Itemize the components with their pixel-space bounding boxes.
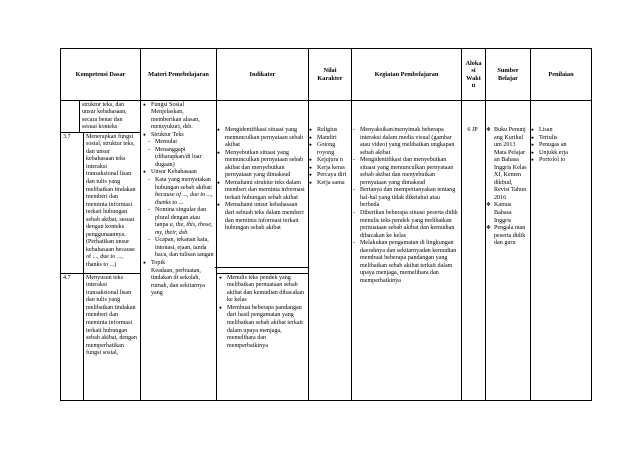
materi-nomina [147,207,214,237]
materi-menanggapi: - Menanggapi (diharapkan/di luar dugaan) [147,147,214,170]
sumber-content [486,127,528,248]
materi-kata-sebab-akibat-text: Kata yang menyatakan hubungan sebab akibat: [155,176,213,191]
sumber-item: ❖ Pengala man peserta didik dan guru [486,225,528,248]
indikator-item: ● Menulis teks pendek yang melibatkan pernuataan sebab akibat dan kemudian dibacakan ke kelas [219,275,306,305]
materi-topik-text: Keadaan, perbuatan, tindakan di sekolah, rumah, dan sekitarnya yang [151,267,205,297]
indikator-divider [215,267,308,268]
header-indikator: Indikator [217,49,309,101]
penilaian-item: ● Portofol io [531,157,588,165]
materi-kata-sebab-akibat [147,177,214,207]
materi-nomina-text: Nomina singular dan plural dengan atau tanpa [155,207,207,229]
materi-topik: ● Topik [143,260,214,268]
indikator-top-content [217,127,305,233]
penilaian-content [531,127,588,165]
penilaian-item: ● Unjukk erja [531,150,588,158]
nilai-karakter-item: ● Kejujura n [309,157,349,165]
header-nilai-karakter: Nilai Karakter [309,49,352,101]
materi-fungsi-sosial-text: Menjelaskan, memberikan alasan, mensyukuri, dsb. [151,109,200,131]
header-penilaian: Penilaian [531,49,592,101]
nilai-karakter-item: ● Percaya diri [309,172,349,180]
indikator-cell-bottom [217,274,309,401]
nilai-content [309,127,349,187]
kd-37-number: 3.7 [63,133,71,140]
penilaian-item: ● Tertulis [531,135,588,143]
kd-37-cell [61,133,141,274]
kd-continuation-text: struktur teks, dan unsur kebahasaan, secara benar dan sesuai konteks [79,101,140,132]
kd-47-text: Menyusun teks interaksi transaksional lisan dan tulis yang melibatkan tindakan memberi dan meminta informasi terkait hubungan sebab akibat, dengan memperhatikan fungsi sosial, [83,274,140,400]
kegiatan-item: - Melakukan pengamatan di lingkungan daerahnya dan sekitarnyadan kemudian membuat beberapa pandangan yang melibatkan sebab akibat terkait dalam upaya menjaga, memelihara dan memperbaikinya [352,240,458,285]
indikator-item: ● Menyebutkan situasi yang memunculkan pernyataan sebab akibat dan menyebutkan pernyataan yang dimaksud [217,150,305,180]
nilai-karakter-item: ● Mandiri [309,135,349,143]
header-row [61,49,592,101]
header-materi: Materi Pemebelajaran [141,49,217,101]
nilai-karakter-item: ● Gotong royong [309,142,349,157]
materi-ucapan: - Ucapan, tekanan kata, intonasi, ejaan, tanda baca, dan tulisan tangan [147,237,214,260]
materi-memulai: - Memulai [147,139,214,147]
kegiatan-item: - Menyaksikan/menyimak beberapa interaksi dalam media visual (gambar atau video) yang melibatkan ungkapan sebab akibat [352,127,458,157]
indikator-item: ● Mengidentifikasi situasi yang memunculkan pernyataan sebab akibat [217,127,305,150]
kd-continuation-cell [61,101,141,133]
sumber-item: ❖ Kamus Bahasa Inggris [486,202,528,225]
materi-cell [141,101,217,401]
indikator-item: ● Memahami struktur teks dalam memberi dan meminta informasi terkait hubungan sebab akibat [217,180,305,203]
materi-struktur-teks: ● Struktur Teks [143,132,214,140]
indikator-item: ● Membuat beberapa pandangan dari hasil pengamatan yang melibatkan sebab akibat terkait dalam upaya menjaga, memelihara dan memperbaikinya [219,305,306,350]
indikator-item: ● Memahami unsur kebahasaan dari sebuah teks dalam memberi dan meminta informasi terkait hubungan sebab akibat [217,202,305,232]
header-kegiatan: Kegiatan Pembelajaran [352,49,462,101]
header-alokasi: Aloka si Wakt u [462,49,486,101]
materi-fungsi-sosial: ● Fungsi Sosial [143,102,214,110]
penilaian-item: ● Lisan [531,127,588,135]
materi-nomina-examples: a, the, this, those, my, their, dsb. [155,222,213,236]
header-kompetensi-dasar: Kompetensi Dasar [61,49,141,101]
kegiatan-item: - Bertanya dan mempertanyakan tentang hal-hal yang tidak diketahui atau berbeda [352,187,458,210]
kegiatan-item: - Mengidentifikasi dan menyebutkan situasi yang memunculkan pernyataan sebab akibat dan menyebutkan pernyataan yang dimaksud [352,157,458,187]
kegiatan-item: - Diberikan beberapa situasi peserta didik menulis teks pendek yang melibatkan pernuataan sebab akibat dan kemudian dibacakan ke kelas [352,210,458,240]
materi-kata-sebab-akibat-examples: because of ..., due to ..., thanks to ... [155,192,213,206]
header-sumber: Sumber Belajar [486,49,531,101]
kegiatan-content [352,127,458,285]
nilai-karakter-item: ● Kerja keras [309,165,349,173]
sumber-item: ❖ Buku Penunj ang Kurikul um 2013 Mata Pelajar an Bahasa Inggris Kelas XI, Kemen dikbud, Revisi Tahun 2016 [486,127,528,202]
penilaian-item: ● Penugas an [531,142,588,150]
materi-unsur-kebahasaan: ● Unsur Kebahasaan [143,169,214,177]
nilai-karakter-item: ● Religius [309,127,349,135]
nilai-karakter-item: ● Kerja sama [309,180,349,188]
alokasi-cell [462,101,486,401]
kd-37-text: Menerapkan fungsi sosial, struktur teks, dan unsur kebahasaan teks interaksi transaksional lisan dan tulis yang melibatkan tindakan memberi dan meminta informasi terkait hubungan sebab akibat, sesuai dengan konteks penggunaannya. (Perhatikan unsur kebahasaan because of ..., due to ..., thanks to ...) [83,133,140,273]
alokasi-content: 6 JP [467,127,478,133]
kd-47-number: 4.7 [63,274,71,281]
kd-47-cell [61,274,141,401]
